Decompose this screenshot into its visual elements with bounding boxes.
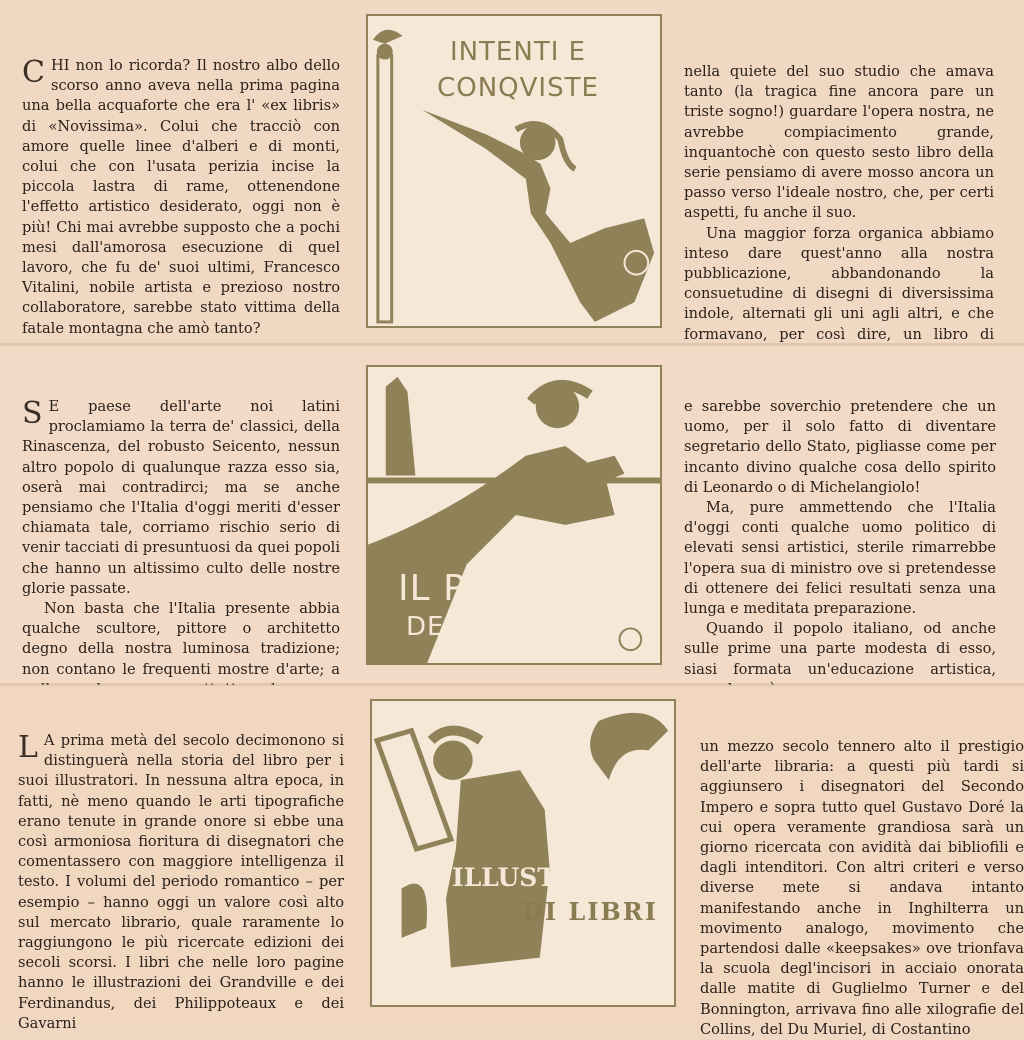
plate-subtitle: DI LIBRI — [522, 897, 658, 926]
illustration-illustratori-di-libri — [370, 699, 676, 1007]
paragraph: Non basta che l'Italia presente abbia qualche scultore, pittore o architetto degno della nostra luminosa tradizione; non contano le frequenti mostre d'arte; a — [22, 600, 340, 678]
dropcap: S — [22, 396, 43, 431]
paragraph: E paese dell'arte noi latini proclamiamo la terra de' classici, della Rinascenza, del robusto Seicento, nessun altro popolo di qualunque razza esso sia, oserà mai contradirci; ma se anche pensiamo che l'Italia d'oggi meriti d'esser chiamata tale, corriamo rischio serio di venir tacciati di presuntuosi da quei popoli che hanno un altissimo culto delle nostre glorie passate. — [22, 398, 340, 597]
paragraph: HI non lo ricorda? Il nostro albo dello scorso anno aveva nella prima pagina una bella acquaforte che era l' «ex libris» di «Novissima». Colui che tracciò con amore quelle linee d'alberi e di monti, colui che con l'usata perizia incise la piccola lastra di rame, ottenendone l'effetto artistico desiderato, oggi non è più! Chi mai avrebbe supposto che a pochi mesi dall'amorosa esecuzione di quel lavoro, che fu de' suoi ultimi, Francesco Vitalini, nobile artista e prezioso nostro collaboratore, sarebbe stato vittima della fatale montagna che amò tanto? — [22, 57, 340, 337]
paragraph: Ma, pure ammettendo che l'Italia d'oggi conti qualche uomo politico di elevati sensi artistici, sterile rimarrebbe l'opera sua di ministro ove si pretendesse di ottenere dei felici resultati senza una lunga e meditata preparazione. — [684, 499, 996, 618]
section1-right-column — [684, 62, 994, 342]
section1-left-column — [22, 56, 340, 341]
paragraph: A prima metà del secolo decimonono si distinguerà nella storia del libro per i suoi illustratori. In nessuna altra epoca, in fatti, nè meno quando le arti tipografiche erano tenute in grande onore si ebbe una così armoniosa fioritura di disegnatori che comentassero con maggiore intelligenza il testo. I volumi del periodo romantico – per esempio – hanno oggi un valore così alto sul mercato librario, quale raramente lo raggiungono le più ricercate edizioni dei secoli scorsi. I libri che nelle loro pagine hanno le illustrazioni dei Grandville e dei Ferdinandus, dei Philippoteaux e dei Gavarni — [18, 732, 344, 1032]
dropcap: C — [22, 55, 45, 90]
plate-title-line1: INTENTI E — [449, 37, 587, 67]
plate-subtitle: DELL'ARTE — [406, 612, 554, 642]
plate-title: IL PAESE — [398, 568, 561, 609]
illustrator-at-desk-illustration — [372, 701, 674, 1005]
paragraph: nella quiete del suo studio che amava tanto (la tragica fine ancora pare un triste sogno!) guardare l'opera nostra, ne avrebbe compiacimento grande, inquantochè con questo sesto libro della serie pensiamo di avere mosso ancora un passo verso l'ideale nostro, che, per certi aspetti, fu anche il suo. — [684, 63, 994, 222]
illustration-intenti-conquiste — [366, 14, 662, 328]
page-seam — [0, 683, 1024, 686]
plate-title-line2: CONQVISTE — [437, 73, 599, 103]
section2-right-column — [684, 397, 996, 685]
section3-right-column — [700, 737, 1024, 1038]
section-illustratori-di-libri — [0, 685, 1024, 1038]
paragraph: Una maggior forza organica abbiamo inteso dare quest'anno alla nostra pubblicazione, abbandonando la consuetudine di disegni di diversissima indole, alternati gli uni agli altri, e che formavano, per così dire, un libro di — [684, 224, 994, 343]
plate-title: ILLUSTRATORI — [452, 863, 668, 892]
page-seam — [0, 343, 1024, 346]
paragraph: e sarebbe soverchio pretendere che un uomo, per il solo fatto di diventare segretario dello Stato, pigliasse come per incanto divino qualche cosa dello spirito di Leonardo o di Michelangiolo! — [684, 398, 996, 496]
section3-left-column — [18, 730, 344, 1032]
dropcap: L — [18, 730, 38, 765]
illustration-paese-dell-arte — [366, 365, 662, 665]
section-intenti-conquiste — [0, 0, 1024, 345]
paragraph: un mezzo secolo tennero alto il prestigio dell'arte libraria: a questi più tardi si aggiunsero i disegnatori del Secondo Impero e sopra tutto quel Gustavo Doré la cui opera veramente grandiosa sarà un giorno ricercata con avidità dai bibliofili e dagli intenditori. Con altri criteri e verso diverse mete si andava intanto manifestando anche in Inghilterra un movimento analogo, movimento che partendosi dalle «keepsakes» ove trionfava la scuola degl'incisori in acciaio onorata dalle matite di Guglielmo Turner e del Bonnington, arrivava fino alle xilografie del Collins, del Du Muriel, di Costantino — [700, 738, 1024, 1038]
plate-title — [388, 34, 648, 106]
section2-left-column — [22, 397, 340, 685]
paragraph: Quando il popolo italiano, od anche sulle prime una parte modesta di esso, siasi formata un'educazione artistica, — [684, 620, 996, 678]
section-paese-dell-arte — [0, 345, 1024, 685]
